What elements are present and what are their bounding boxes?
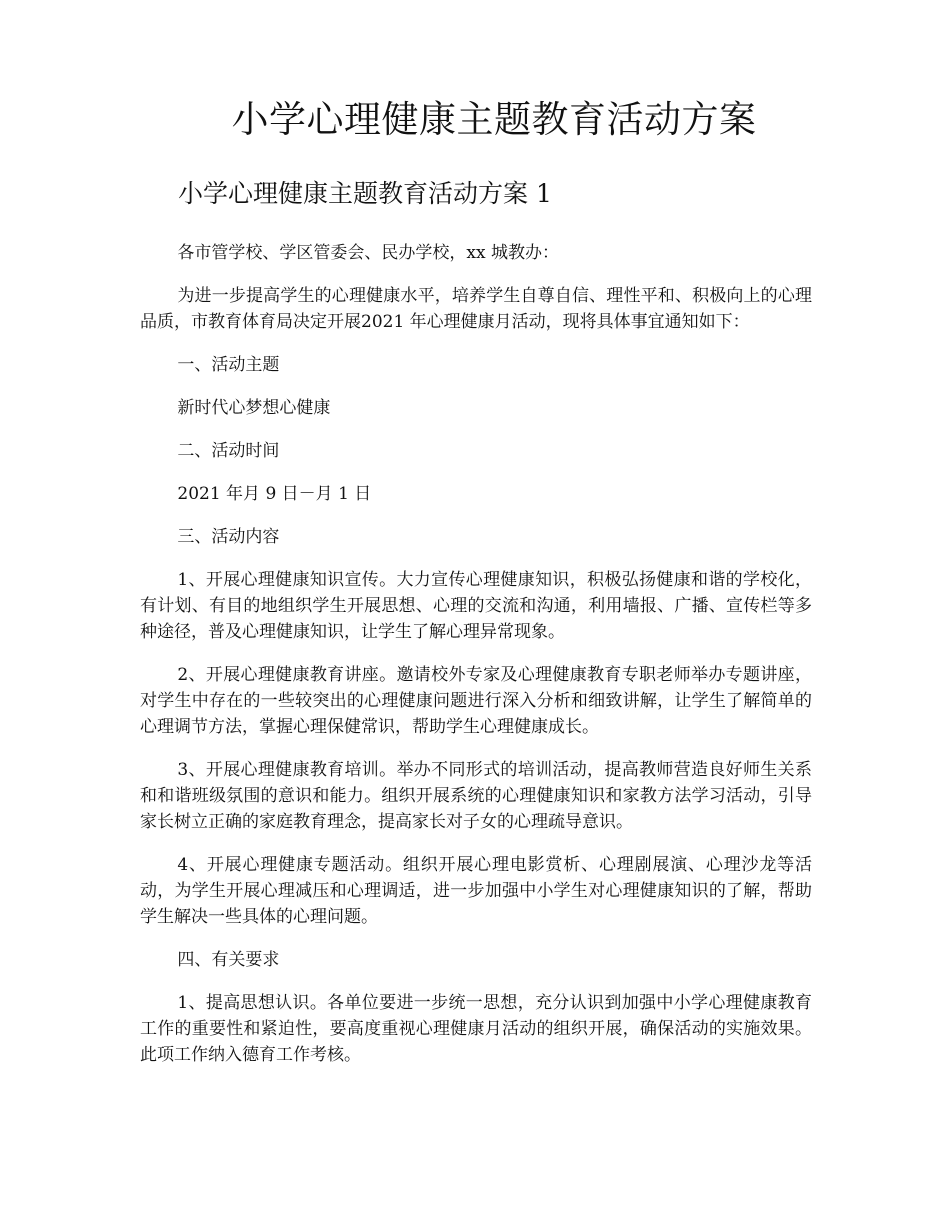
document-title: 小学心理健康主题教育活动方案 <box>231 98 757 141</box>
heading-requirements: 四、有关要求 <box>177 950 280 970</box>
heading-time: 二、活动时间 <box>177 441 280 461</box>
heading-theme: 一、活动主题 <box>177 355 280 375</box>
paragraph-theme: 新时代心梦想心健康 <box>177 398 331 418</box>
section-title: 小学心理健康主题教育活动方案 1 <box>178 179 552 208</box>
paragraph-requirement-1: 1、提高思想认识。各单位要进一步统一思想，充分认识到加强中小学心理健康教育工作的重要性和紧迫性，要高度重视心理健康月活动的组织开展，确保活动的实施效果。此项工作纳入德育工作考核。 <box>140 993 812 1065</box>
document-body <box>140 240 812 1085</box>
paragraph-content-2: 2、开展心理健康教育讲座。邀请校外专家及心理健康教育专职老师举办专题讲座，对学生中存在的一些较突出的心理健康问题进行深入分析和细致讲解，让学生了解简单的心理调节方法，掌握心理保健常识，帮助学生心理健康成长。 <box>140 665 812 737</box>
paragraph-content-3: 3、开展心理健康教育培训。举办不同形式的培训活动，提高教师营造良好师生关系和和谐班级氛围的意识和能力。组织开展系统的心理健康知识和家教方法学习活动，引导家长树立正确的家庭教育理念，提高家长对子女的心理疏导意识。 <box>140 760 812 832</box>
paragraph-salutation: 各市管学校、学区管委会、民办学校，xx 城教办： <box>177 243 559 263</box>
paragraph-time: 2021 年月 9 日－月 1 日 <box>177 484 372 504</box>
paragraph-intro: 为进一步提高学生的心理健康水平，培养学生自尊自信、理性平和、积极向上的心理品质，市教育体育局决定开展2021 年心理健康月活动，现将具体事宜通知如下： <box>140 286 812 332</box>
paragraph-content-1: 1、开展心理健康知识宣传。大力宣传心理健康知识，积极弘扬健康和谐的学校化，有计划、有目的地组织学生开展思想、心理的交流和沟通，利用墙报、广播、宣传栏等多种途径，普及心理健康知识，让学生了解心理异常现象。 <box>140 570 812 642</box>
heading-content: 三、活动内容 <box>177 527 280 547</box>
paragraph-content-4: 4、开展心理健康专题活动。组织开展心理电影赏析、心理剧展演、心理沙龙等活动，为学生开展心理减压和心理调适，进一步加强中小学生对心理健康知识的了解，帮助学生解决一些具体的心理问题。 <box>140 855 812 927</box>
